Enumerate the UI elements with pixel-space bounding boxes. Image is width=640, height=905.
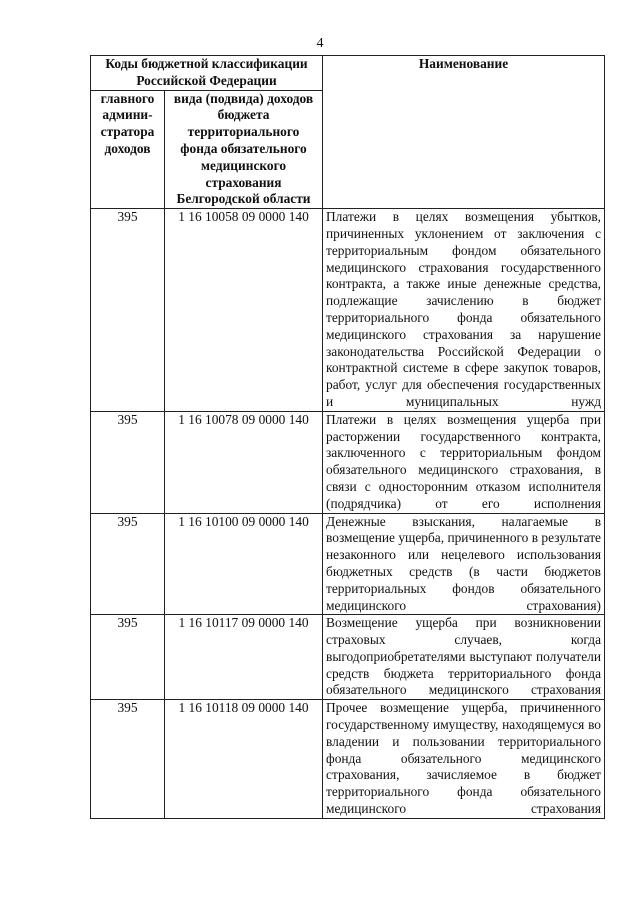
- income-code-cell: 1 16 10078 09 0000 140: [165, 411, 323, 513]
- table-row: [91, 411, 605, 513]
- income-name-cell: [323, 615, 605, 700]
- budget-classification-table: [90, 55, 605, 819]
- income-name-cell: [323, 209, 605, 412]
- income-name-text: Денежные взыскания, налагаемые в возмещение ущерба, причиненного в результате незаконного или нецелевого использования бюджетных средств (в части бюджетов территориальных фондов обязательного медицинского страхования): [326, 513, 602, 613]
- income-name-text: Возмещение ущерба при возникновении страховых случаев, когда выгодоприобретателями выступают получатели средств бюджета территориального фонда обязательного медицинского страхования: [326, 615, 602, 698]
- page-number: 4: [316, 36, 324, 51]
- income-code-cell: 1 16 10058 09 0000 140: [165, 209, 323, 412]
- admin-code-cell: 395: [91, 513, 165, 615]
- income-name-text: Платежи в целях возмещения ущерба при расторжении государственного контракта, заключенного с территориальным фондом обязательного медицинского страхования, в связи с односторонним отказом исполнителя (подрядчика) от его исполнения: [326, 411, 602, 511]
- header-admin: главного админи-стратора доходов: [91, 90, 165, 209]
- table-row: [91, 615, 605, 700]
- header-codes-group: Коды бюджетной классификации Российской Федерации: [91, 56, 323, 91]
- header-row-top: [91, 56, 605, 91]
- income-code-cell: 1 16 10117 09 0000 140: [165, 615, 323, 700]
- income-name-text: Прочее возмещение ущерба, причиненного государственному имуществу, находящемуся во владении и пользовании территориального фонда обязательного медицинского страхования, зачисляемое в бюджет территориального фонда обязательного медицинского страхования: [326, 700, 602, 817]
- admin-code-cell: 395: [91, 615, 165, 700]
- header-name: Наименование: [323, 56, 605, 209]
- admin-code-cell: 395: [91, 411, 165, 513]
- income-code-cell: 1 16 10100 09 0000 140: [165, 513, 323, 615]
- income-code-cell: 1 16 10118 09 0000 140: [165, 700, 323, 819]
- admin-code-cell: 395: [91, 209, 165, 412]
- table-row: [91, 209, 605, 412]
- admin-code-cell: 395: [91, 700, 165, 819]
- income-name-cell: [323, 513, 605, 615]
- header-income-type: вида (подвида) доходов бюджета территориального фонда обязательного медицинского страхования Белгородской области: [165, 90, 323, 209]
- table-row: [91, 700, 605, 819]
- income-name-cell: [323, 700, 605, 819]
- table-row: [91, 513, 605, 615]
- income-name-text: Платежи в целях возмещения убытков, причиненных уклонением от заключения с территориальным фондом обязательного медицинского страхования государственного контракта, а также иные денежные средства, подлежащие зачислению в бюджет территориального фонда обязательного медицинского страхования за нарушение законодательства Российской Федерации о контрактной системе в сфере закупок товаров, работ, услуг для обеспечения государственных и муниципальных нужд: [326, 209, 602, 409]
- income-name-cell: [323, 411, 605, 513]
